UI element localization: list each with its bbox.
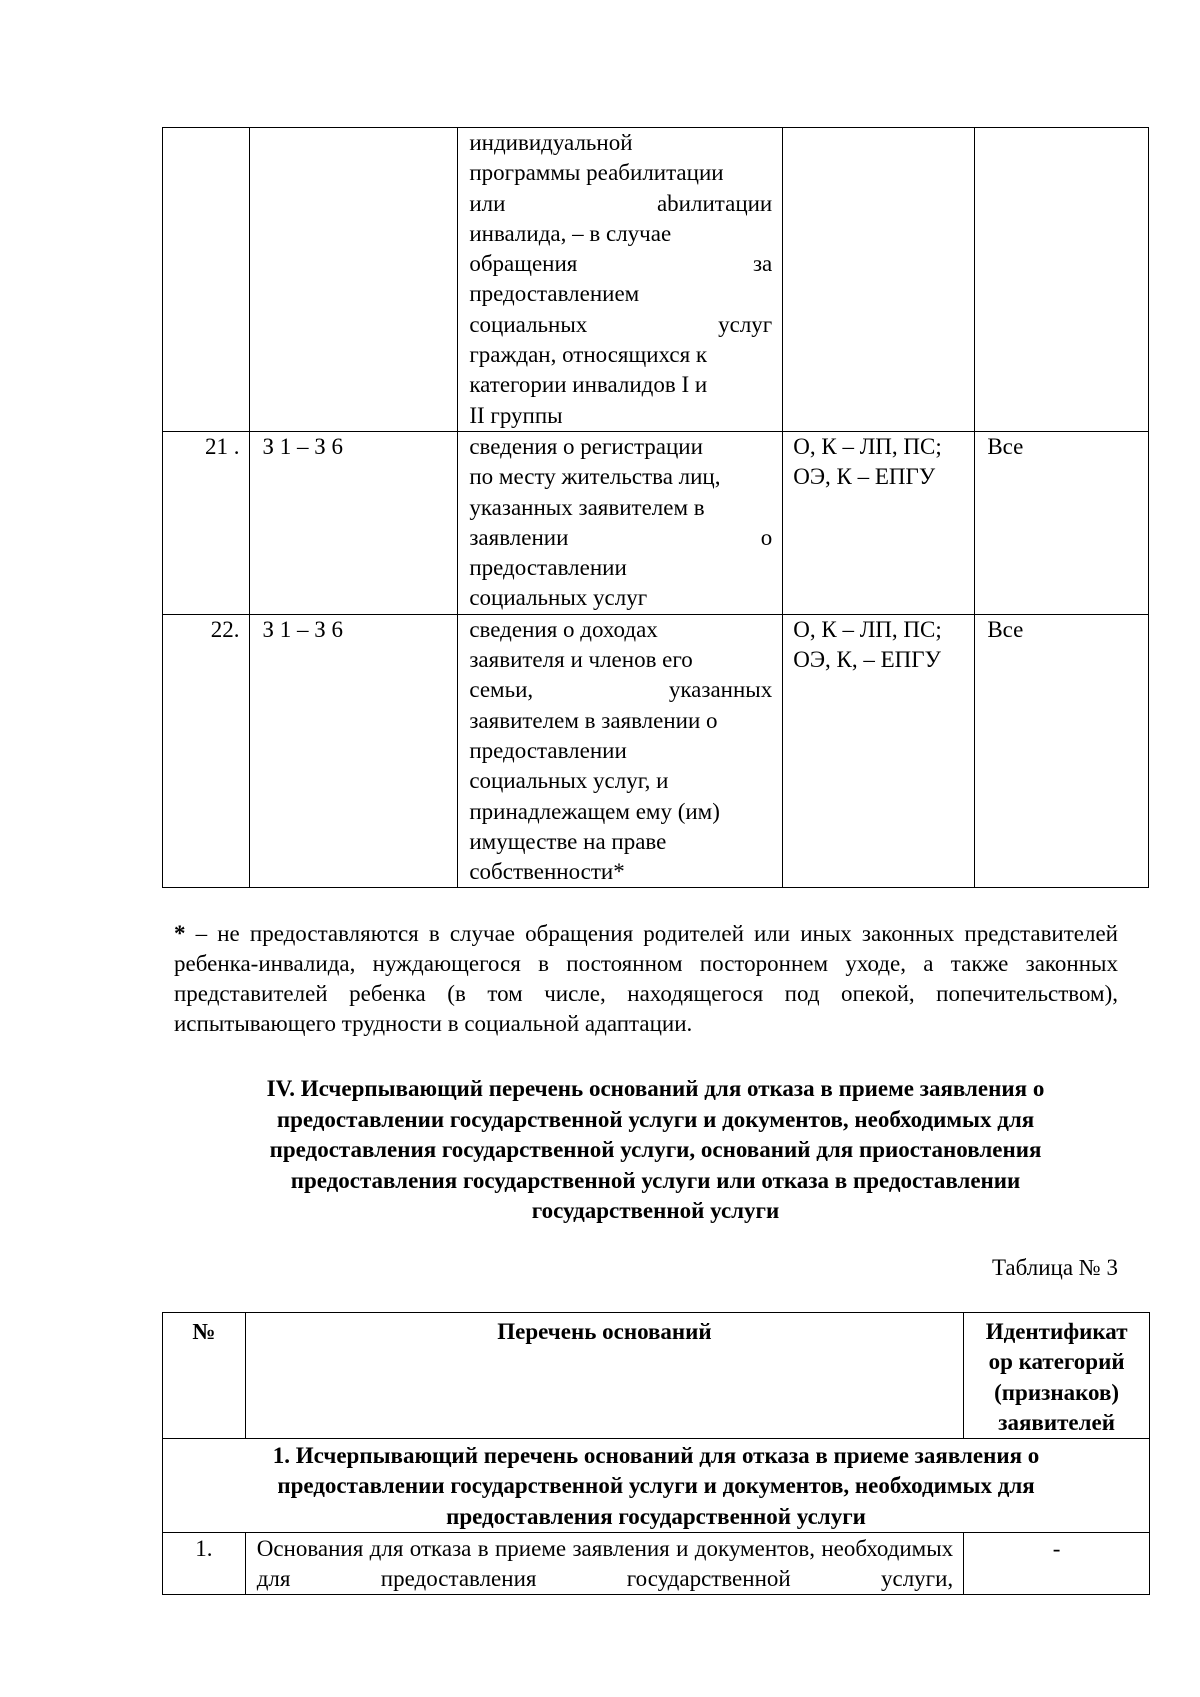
description-line: категории инвалидов I и — [469, 372, 708, 398]
description-line: социальных услуг — [469, 311, 773, 337]
table-row — [163, 1533, 1150, 1595]
row-number: 21 . — [163, 431, 250, 614]
footnote-mark: * — [174, 921, 186, 946]
description-line: указанных заявителем в — [469, 494, 705, 520]
section-heading-line: государственной услуги — [531, 1198, 780, 1223]
documents-table-continued — [162, 127, 1149, 888]
row-submission-forms — [783, 614, 975, 888]
description-line: предоставлении — [469, 555, 627, 581]
table-row — [163, 431, 1149, 614]
row-text-cell — [245, 1533, 963, 1595]
grounds-table — [162, 1312, 1150, 1595]
description-line: заявлении о — [469, 524, 773, 550]
description-line: заявителя и членов его — [469, 647, 693, 673]
header-grounds: Перечень оснований — [245, 1313, 963, 1439]
description-line: собственности* — [469, 859, 625, 885]
description-line: заявителем в заявлении о — [469, 707, 718, 733]
row-applicants: Все — [975, 614, 1149, 888]
section-heading-line: предоставлении государственной услуги и документов, необходимых для — [276, 1106, 1035, 1132]
description-line: социальных услуг — [469, 585, 648, 611]
section-1-line: предоставления государственной услуги — [446, 1503, 866, 1529]
row-number — [163, 128, 250, 432]
submission-form-line: О, К – ЛП, ПС; — [793, 433, 942, 459]
header-identifier-line: ор категорий — [988, 1349, 1125, 1375]
description-line: предоставлении — [469, 737, 627, 763]
table-row — [163, 128, 1149, 432]
description-line: имуществе на праве — [469, 828, 667, 854]
description-line: индивидуальной — [469, 130, 633, 155]
table-caption: Таблица № 3 — [991, 1255, 1118, 1280]
header-identifier-line: Идентификат — [985, 1319, 1128, 1344]
description-line: программы реабилитации — [469, 160, 724, 186]
row-document-description — [458, 614, 783, 888]
description-line: семьи, указанных — [469, 677, 773, 703]
documents-table-body — [163, 128, 1149, 888]
submission-form-line: ОЭ, К, – ЕПГУ — [793, 647, 941, 673]
section-row — [163, 1439, 1150, 1533]
row-code — [250, 128, 458, 432]
description-line: инвалида, – в случае — [469, 220, 672, 246]
section-heading-line: предоставления государственной услуги, оснований для приостановления — [269, 1137, 1042, 1162]
row-code: З 1 – З 6 — [250, 614, 458, 888]
description-line: сведения о доходах — [469, 616, 658, 642]
header-identifier — [964, 1313, 1150, 1439]
section-1-line: 1. Исчерпывающий перечень оснований для отказа в приеме заявления о — [272, 1443, 1040, 1469]
description-line: сведения о регистрации — [469, 433, 703, 459]
grounds-table-header-row — [163, 1313, 1150, 1439]
description-line: обращения за — [469, 251, 773, 277]
row-document-description — [458, 128, 783, 432]
description-line: или abилитации — [469, 190, 773, 216]
row-text: Основания для отказа в приеме заявления и документов, необходимых для предоставления государственной услуги, — [256, 1536, 954, 1592]
section-heading-line: IV. Исчерпывающий перечень оснований для отказа в приеме заявления о — [266, 1076, 1045, 1101]
submission-form-line: ОЭ, К – ЕПГУ — [793, 464, 936, 490]
header-identifier-line: заявителей — [998, 1409, 1115, 1435]
footnote-text: – не предоставляются в случае обращения родителей или иных законных представителей ребенка-инвалида, нуждающегося в постоянном постороннем уходе, а также законных представителей ребенка (в том числе, находящегося под опекой, попечительством), испытывающего трудности в социальной адаптации. — [174, 921, 1118, 1036]
header-identifier-line: (признаков) — [994, 1379, 1120, 1405]
description-line: предоставлением — [469, 281, 640, 307]
section-1-title — [163, 1439, 1150, 1533]
description-line: граждан, относящихся к — [469, 342, 708, 368]
row-number: 1. — [163, 1533, 246, 1595]
description-line: II группы — [469, 402, 563, 428]
section-heading — [162, 1074, 1149, 1227]
description-line: по месту жительства лиц, — [469, 464, 721, 490]
row-submission-forms — [783, 431, 975, 614]
row-applicants — [975, 128, 1149, 432]
description-line: принадлежащем ему (им) — [469, 798, 720, 824]
section-1-line: предоставлении государственной услуги и документов, необходимых для — [277, 1473, 1035, 1499]
row-identifier: - — [964, 1533, 1150, 1595]
row-code: З 1 – З 6 — [250, 431, 458, 614]
header-number: № — [163, 1313, 246, 1439]
footnote — [174, 919, 1118, 1039]
table-row — [163, 614, 1149, 888]
description-line: социальных услуг, и — [469, 768, 669, 794]
row-document-description — [458, 431, 783, 614]
row-submission-forms — [783, 128, 975, 432]
row-applicants: Все — [975, 431, 1149, 614]
section-heading-line: предоставления государственной услуги или отказа в предоставлении — [290, 1167, 1021, 1193]
submission-form-line: О, К – ЛП, ПС; — [793, 616, 942, 642]
row-number: 22. — [163, 614, 250, 888]
